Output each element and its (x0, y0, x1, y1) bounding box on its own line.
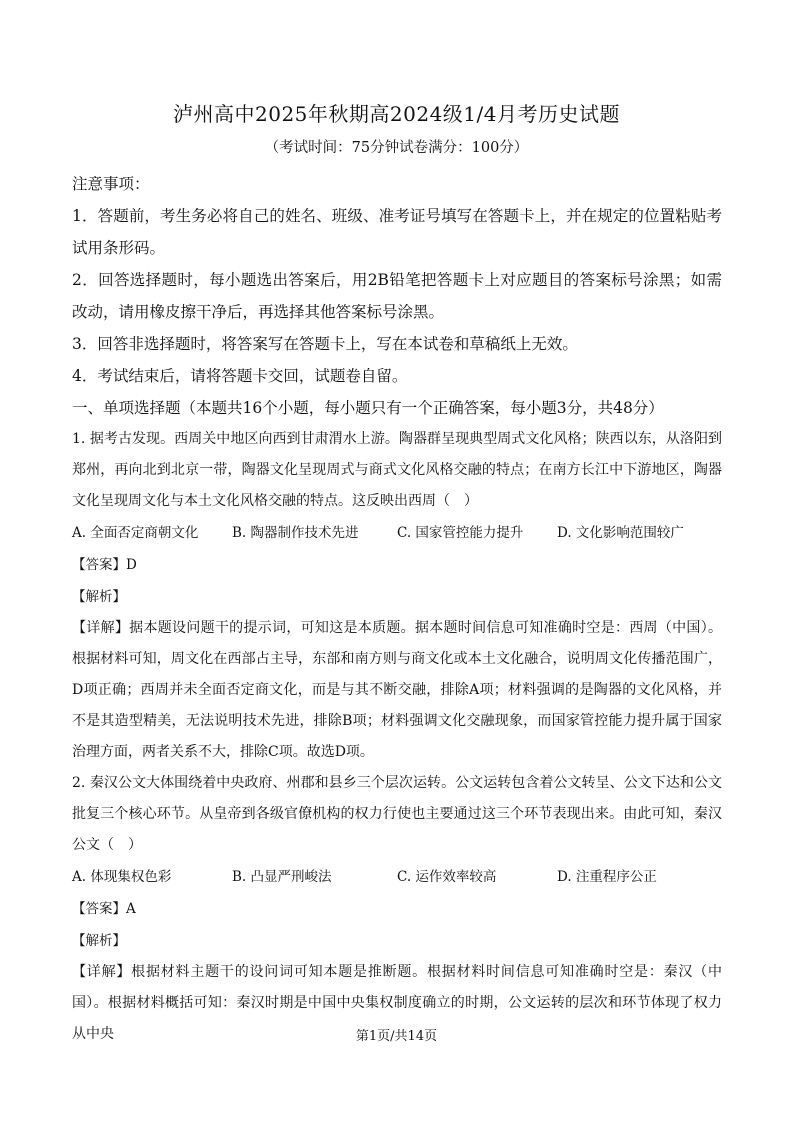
option-c: C. 运作效率较高 (397, 869, 497, 885)
option-b: B. 凸显严刑峻法 (232, 869, 332, 885)
page-title: 泸州高中2025年秋期高2024级1/4月考历史试题 (173, 102, 620, 126)
answer-label: 【答案】A (72, 901, 136, 917)
notice-item: 1．答题前，考生务必将自己的姓名、班级、准考证号填写在答题卡上，并在规定的位置粘贴考试用条形码。 (72, 207, 722, 257)
question-1-detail: 【详解】据本题设问题干的提示词，可知这是本质题。据本题时间信息可知准确时空是：西周（中国）。根据材料可知，周文化在西部占主导，东部和南方则与商文化或本土文化融合，说明周文化传播范围广，D项正确；西周并未全面否定商文化，而是与其不断交融，排除A项；材料强调的是陶器的文化风格，并不是其造型精美，无法说明技术先进，排除B项；材料强调文化交融现象，而国家管控能力提升属于国家治理方面，两者关系不大，排除C项。故选D项。 (72, 620, 722, 760)
question-1-stem: 1. 据考古发现。西周关中地区向西到甘肃渭水上游。陶器群呈现典型周式文化风格；陕西以东，从洛阳到郑州，再向北到北京一带，陶器文化呈现周式与商式文化风格交融的特点；在南方长江中下游地区，陶器文化呈现周文化与本土文化风格交融的特点。这反映出西周（ ） (72, 431, 722, 509)
option-b: B. 陶器制作技术先进 (232, 525, 359, 541)
option-d: D. 注重程序公正 (557, 869, 657, 885)
option-a: A. 体现集权色彩 (72, 869, 172, 885)
exam-subtitle: （考试时间：75分钟试卷满分：100分） (264, 140, 529, 156)
page-footer: 第1页/共14页 (355, 1029, 438, 1044)
notice-heading: 注意事项： (72, 175, 150, 193)
question-1-options (72, 517, 722, 549)
option-d: D. 文化影响范围较广 (557, 525, 684, 541)
question-2-options (72, 861, 722, 893)
option-a: A. 全面否定商朝文化 (72, 525, 199, 541)
question-2-stem: 2. 秦汉公文大体围绕着中央政府、州郡和县乡三个层次运转。公文运转包含着公文转呈、公文下达和公文批复三个核心环节。从皇帝到各级官僚机构的权力行使也主要通过这三个环节表现出来。由此可知，秦汉公文（ ） (72, 775, 722, 853)
answer-label: 【答案】D (72, 557, 137, 573)
exam-content (72, 168, 722, 1050)
notice-item: 3．回答非选择题时，将答案写在答题卡上，写在本试卷和草稿纸上无效。 (72, 335, 578, 353)
section-heading: 一、单项选择题（本题共16个小题，每小题只有一个正确答案，每小题3分，共48分） (72, 399, 664, 417)
notice-item: 2．回答选择题时，每小题选出答案后，用2B铅笔把答题卡上对应题目的答案标号涂黑；如需改动，请用橡皮擦干净后，再选择其他答案标号涂黑。 (72, 271, 722, 321)
notice-item: 4．考试结束后，请将答题卡交回，试题卷自留。 (72, 367, 408, 385)
analysis-label: 【解析】 (72, 933, 126, 949)
question-2-detail: 【详解】根据材料主题干的设问词可知本题是推断题。根据材料时间信息可知准确时空是：秦汉（中国）。根据材料概括可知：秦汉时期是中国中央集权制度确立的时期，公文运转的层次和环节体现了权力从中央 (72, 964, 722, 1042)
option-c: C. 国家管控能力提升 (397, 525, 524, 541)
analysis-label: 【解析】 (72, 589, 126, 605)
